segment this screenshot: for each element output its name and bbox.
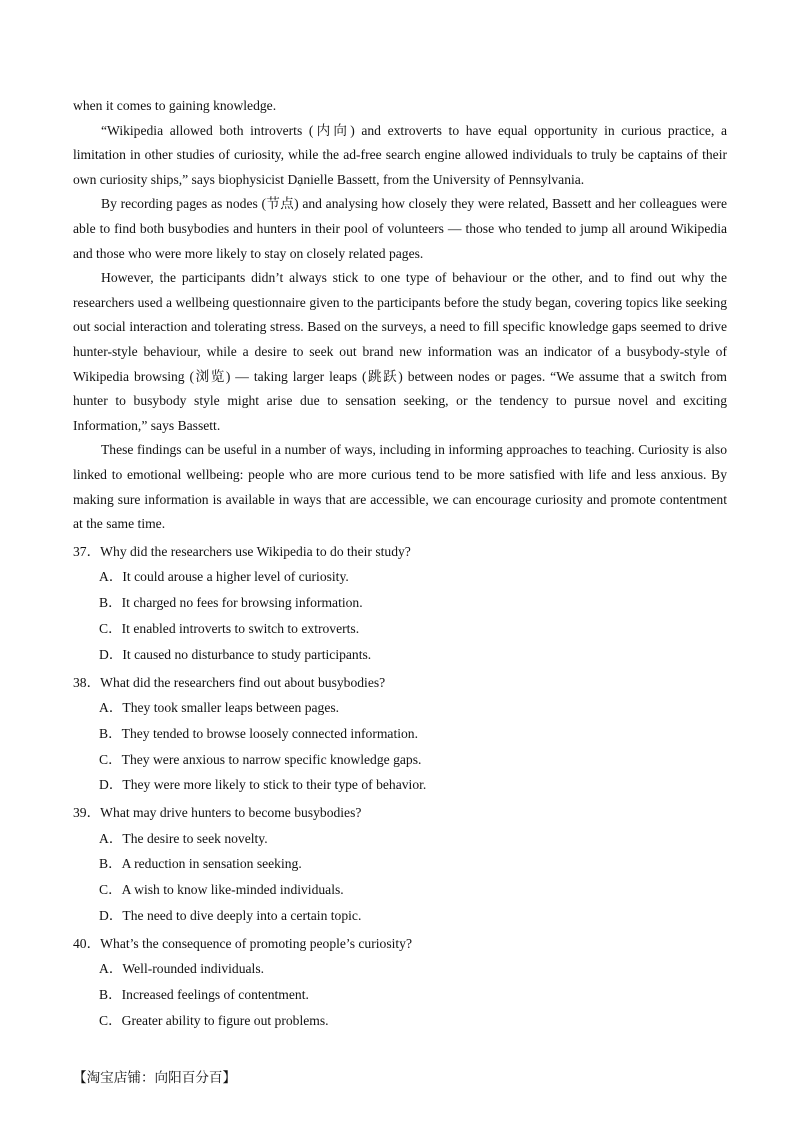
question-38 [73,670,727,799]
page-footer: 【淘宝店铺：向阳百分百】 [73,1070,237,1085]
question-39 [73,800,727,929]
question-stem: 37．Why did the researchers use Wikipedia to do their study? [73,543,411,559]
option-c: C．It enabled introverts to switch to extroverts. [99,620,360,636]
question-37 [73,539,727,668]
option-list [73,695,727,799]
option-list [73,956,727,1034]
option-c: C．Greater ability to figure out problems. [99,1013,329,1029]
document-content [73,94,727,1034]
option-d: D．It caused no disturbance to study participants. [99,646,372,662]
passage-paragraph-continuation: when it comes to gaining knowledge. [73,98,277,113]
option-a: A．The desire to seek novelty. [99,830,268,846]
option-d: D．The need to dive deeply into a certain topic. [99,908,362,924]
question-40 [73,931,727,1034]
option-b: B．Increased feelings of contentment. [99,987,309,1003]
passage-paragraph: These findings can be useful in a number of ways, including in informing approaches to teaching. Curiosity is also linked to emotional wellbeing: people who are more curious tend to be more satisfied with life and less anxious. By making sure information is available in ways that are accessible, we can encourage curiosity and promote contentment at the same time. [73,442,727,532]
option-d: D．They were more likely to stick to their type of behavior. [99,777,427,793]
option-a: A．It could arouse a higher level of curiosity. [99,568,349,584]
option-a: A．They took smaller leaps between pages. [99,699,340,715]
option-b: B．They tended to browse loosely connected information. [99,725,418,741]
question-stem: 38．What did the researchers find out about busybodies? [73,674,386,690]
option-a: A．Well-rounded individuals. [99,961,265,977]
option-c: C．They were anxious to narrow specific knowledge gaps. [99,751,422,767]
passage-paragraph: However, the participants didn’t always stick to one type of behaviour or the other, and to find out why the researchers used a wellbeing questionnaire given to the participants before the study began, covering topics like seeking out social interaction and tolerating stress. Based on the surveys, a need to fill specific knowledge gaps seemed to drive hunter-style behaviour, while a desire to seek out brand new information was an indicator of a busybody-style of Wikipedia browsing (浏览) — taking larger leaps (跳跃) between nodes or pages. “We assume that a switch from hunter to busybody style might arise due to sensation seeking, or the tendency to pursue novel and exciting Information,” says Bassett. [73,270,727,433]
question-stem: 39．What may drive hunters to become busybodies? [73,805,362,821]
option-b: B．It charged no fees for browsing information. [99,594,363,610]
option-b: B．A reduction in sensation seeking. [99,856,302,872]
option-c: C．A wish to know like-minded individuals. [99,882,344,898]
passage-paragraph: By recording pages as nodes (节点) and analysing how closely they were related, Bassett and her colleagues were able to find both busybodies and hunters in their pool of volunteers — those who tended to jump all around Wikipedia and those who were more likely to stay on closely related pages. [73,196,727,261]
passage-paragraph: “Wikipedia allowed both introverts (内向) and extroverts to have equal opportunity in curious practice, a limitation in other studies of curiosity, while the ad-free search engine allowed individuals to truly be captains of their own curiosity ships,” says biophysicist Dạnielle Bassett, from the University of Pennsylvania. [73,122,727,187]
question-stem: 40．What’s the consequence of promoting people’s curiosity? [73,936,412,952]
option-list [73,564,727,668]
option-list [73,826,727,930]
